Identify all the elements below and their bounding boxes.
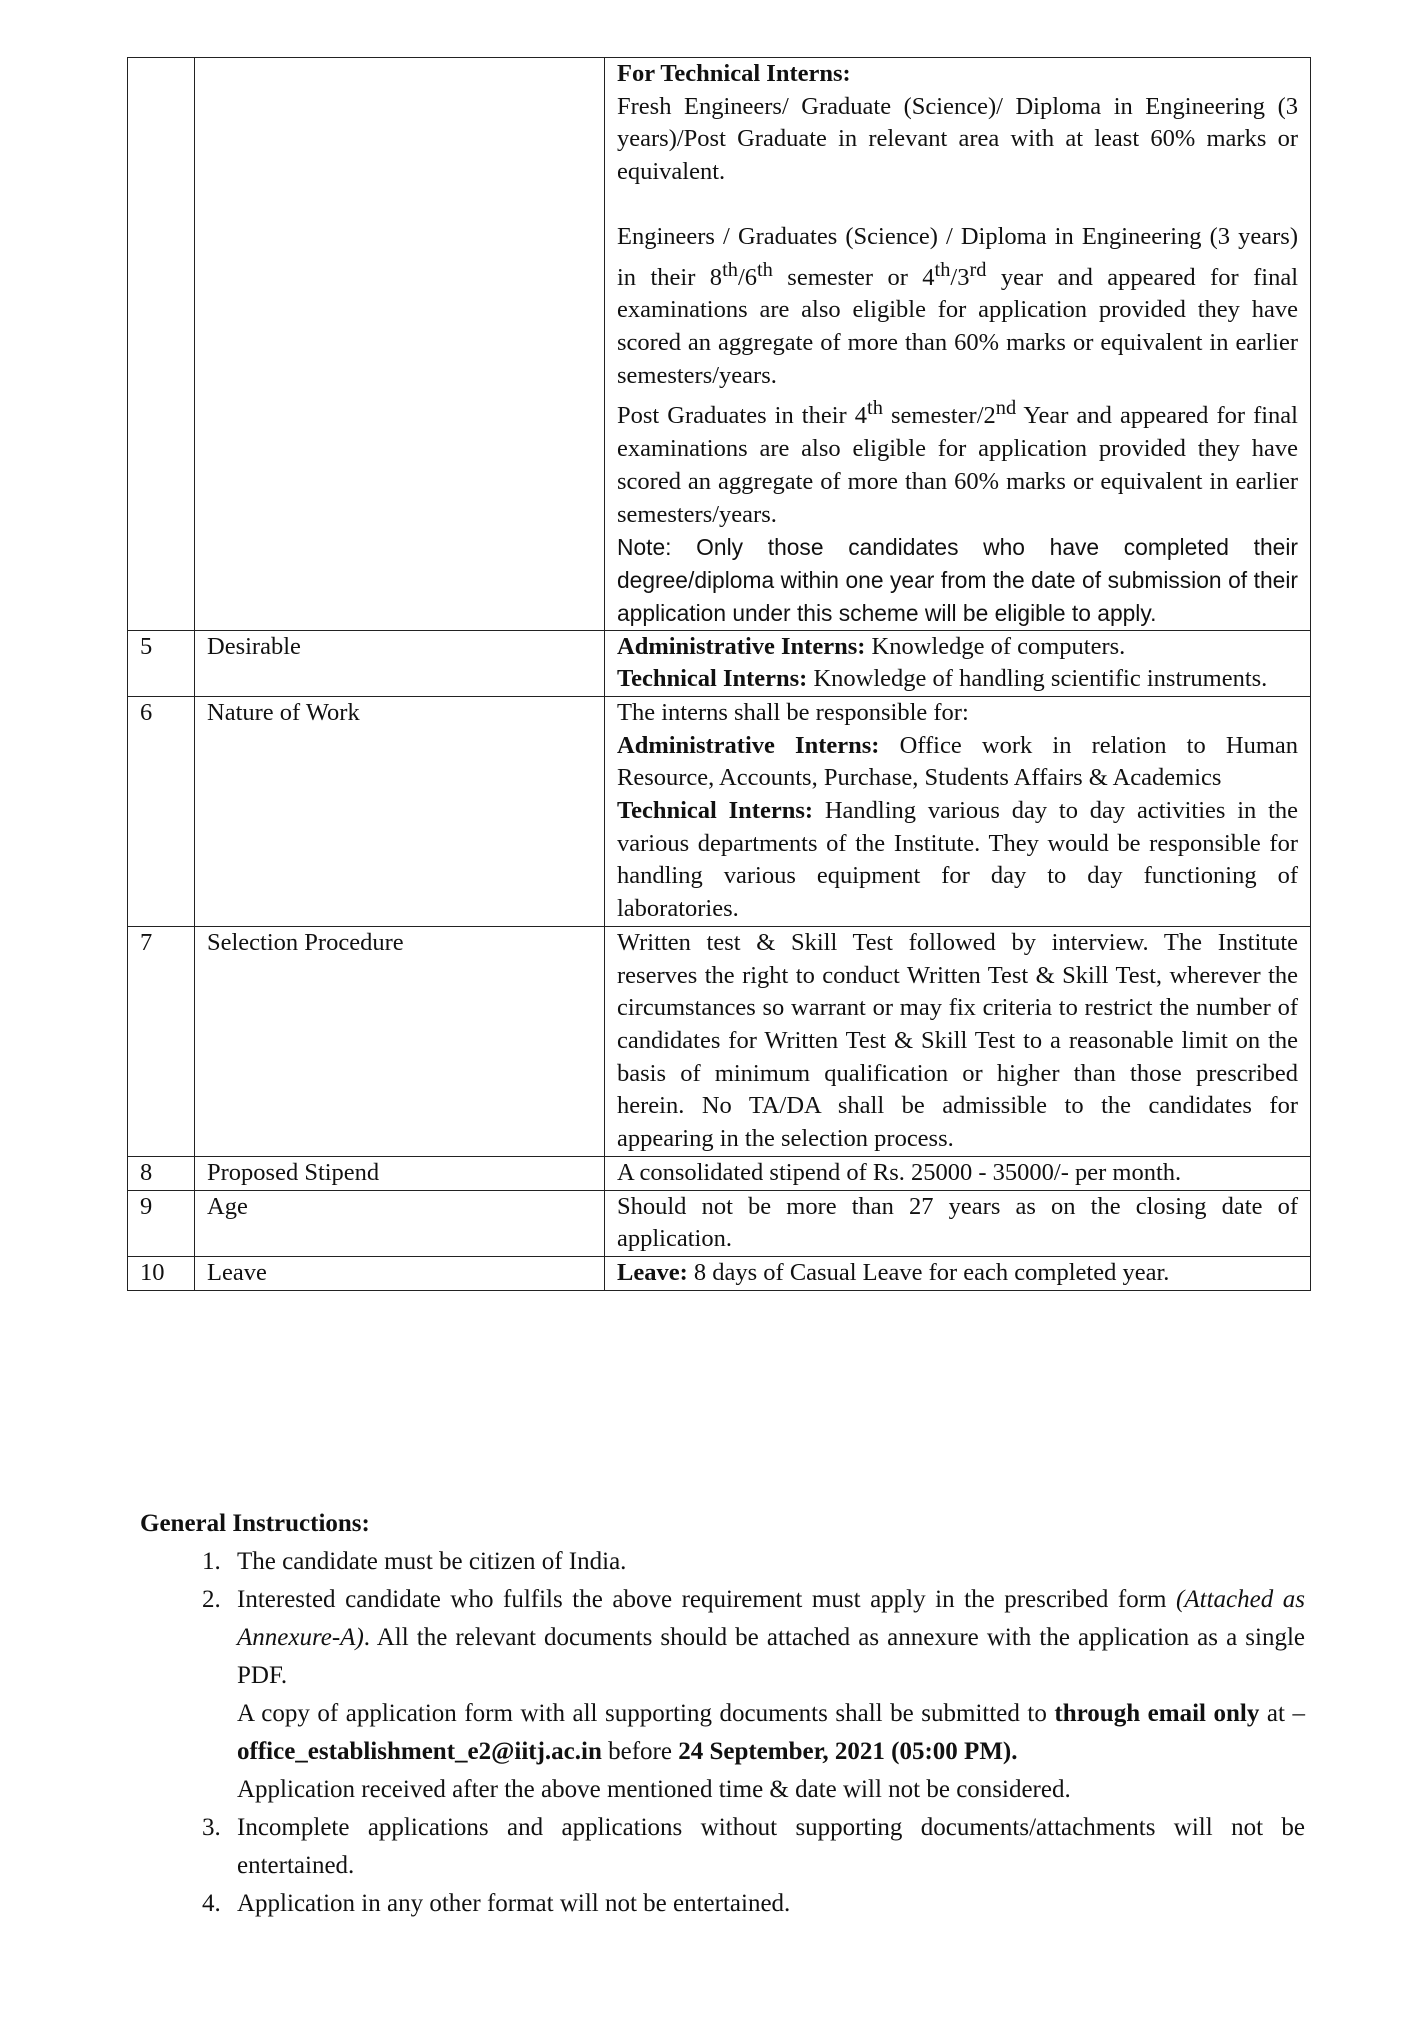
row-label: Desirable [195,630,605,696]
list-item: 2. Interested candidate who fulfils the above requirement must apply in the prescribed form (Attached as Annexure-A). All the relevant documents should be attached as annexure with the application as a single PDF. A copy of application form with all supporting documents shall be submitted to through email only at – office_establishment_e2@iitj.ac.in before 24 September, 2021 (05:00 PM). Application received after the above mentioned time & date will not be considered. [227,1581,1305,1809]
general-instructions [140,1505,1305,1923]
row-label: Nature of Work [195,696,605,926]
desirable-cell: Administrative Interns: Knowledge of computers. Technical Interns: Knowledge of handling scientific instruments. [605,630,1311,696]
row-label-cell [195,58,605,631]
technical-interns-heading: For Technical Interns: [617,60,851,87]
row-number: 8 [128,1156,195,1190]
deadline: 24 September, 2021 (05:00 PM). [678,1738,1018,1765]
table-row [128,630,1311,696]
table-row [128,926,1311,1156]
list-item: 4. Application in any other format will not be entertained. [227,1885,1305,1923]
table-row [128,696,1311,926]
email-address: office_establishment_e2@iitj.ac.in [237,1738,602,1765]
stipend-cell: A consolidated stipend of Rs. 25000 - 35000/- per month. [605,1156,1311,1190]
technical-eligibility-para1: Fresh Engineers/ Graduate (Science)/ Diploma in Engineering (3 years)/Post Graduate in relevant area with at least 60% marks or equivalent. [617,92,1298,186]
table-row [128,58,1311,631]
instructions-list [140,1543,1305,1923]
row-label: Leave [195,1256,605,1290]
row-number: 10 [128,1256,195,1290]
eligibility-technical-cell [605,58,1311,631]
age-cell: Should not be more than 27 years as on the closing date of application. [605,1190,1311,1256]
leave-cell: Leave: 8 days of Casual Leave for each completed year. [605,1256,1311,1290]
table-row [128,1256,1311,1290]
row-number: 6 [128,696,195,926]
row-number: 9 [128,1190,195,1256]
selection-procedure-cell: Written test & Skill Test followed by interview. The Institute reserves the right to conduct Written Test & Skill Test, wherever the circumstances so warrant or may fix criteria to restrict the number of candidates for Written Test & Skill Test to a reasonable limit on the basis of minimum qualification or higher than those prescribed herein. No TA/DA shall be admissible to the candidates for appearing in the selection process. [605,926,1311,1156]
table-row [128,1156,1311,1190]
technical-eligibility-para2: Engineers / Graduates (Science) / Diploma in Engineering (3 years) in their 8th/6th semester or 4th/3rd year and appeared for final examinations are also eligible for application provided they have scored an aggregate of more than 60% marks or equivalent in earlier semesters/years. [617,222,1298,389]
eligibility-note: Note: Only those candidates who have completed their degree/diploma within one year from the date of submission of their application under this scheme will be eligible to apply. [617,534,1298,626]
details-table [127,57,1311,1291]
row-label: Proposed Stipend [195,1156,605,1190]
list-item: 1. The candidate must be citizen of India. [227,1543,1305,1581]
row-number-cell [128,58,195,631]
list-item: 3. Incomplete applications and applications without supporting documents/attachments will not be entertained. [227,1809,1305,1885]
row-number: 5 [128,630,195,696]
general-instructions-title: General Instructions: [140,1510,370,1537]
nature-of-work-cell: The interns shall be responsible for: Administrative Interns: Office work in relation to Human Resource, Accounts, Purchase, Students Affairs & Academics Technical Interns: Handling various day to day activities in the various departments of the Institute. They would be responsible for handling various equipment for day to day functioning of laboratories. [605,696,1311,926]
table-row [128,1190,1311,1256]
technical-eligibility-para3: Post Graduates in their 4th semester/2nd Year and appeared for final examinations are also eligible for application provided they have scored an aggregate of more than 60% marks or equivalent in earlier semesters/years. [617,397,1298,528]
row-number: 7 [128,926,195,1156]
row-label: Selection Procedure [195,926,605,1156]
row-label: Age [195,1190,605,1256]
